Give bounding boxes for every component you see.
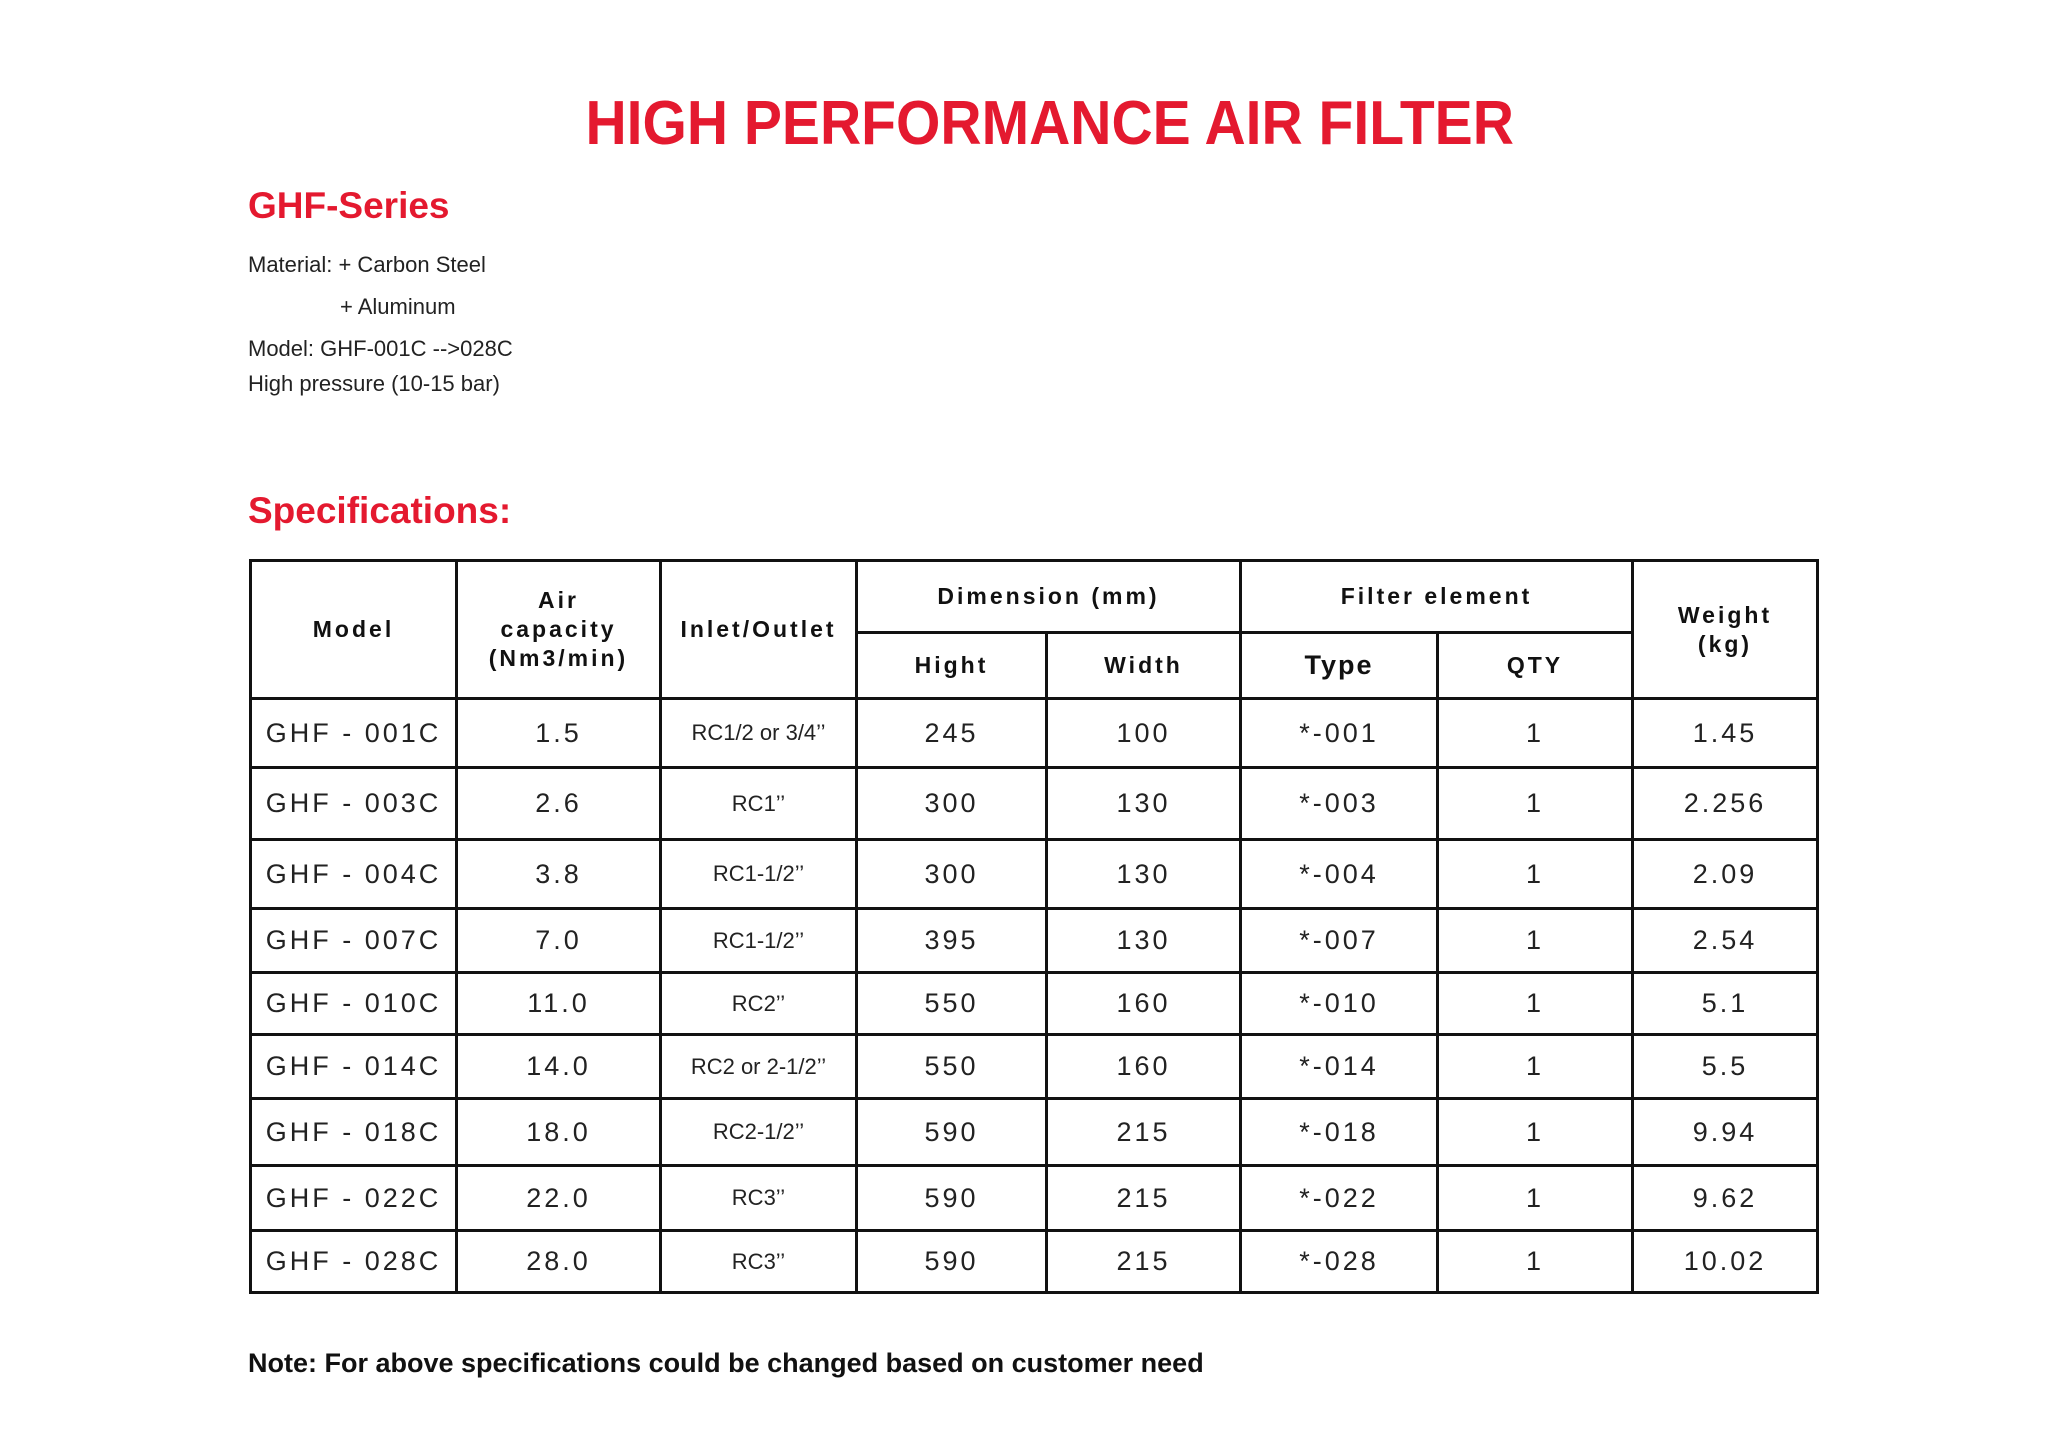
cell-type: *-018 [1241, 1099, 1438, 1166]
cell-inlet-outlet: RC1-1/2’’ [661, 909, 857, 973]
cell-inlet-outlet: RC3’’ [661, 1166, 857, 1231]
cell-width: 160 [1047, 973, 1241, 1035]
cell-weight: 10.02 [1633, 1231, 1818, 1293]
cell-inlet-outlet: RC2 or 2-1/2’’ [661, 1035, 857, 1099]
cell-qty: 1 [1438, 1035, 1633, 1099]
cell-weight: 9.62 [1633, 1166, 1818, 1231]
cell-qty: 1 [1438, 973, 1633, 1035]
cell-type: *-003 [1241, 768, 1438, 840]
cell-weight: 2.256 [1633, 768, 1818, 840]
cell-qty: 1 [1438, 1099, 1633, 1166]
cell-inlet-outlet: RC1-1/2’’ [661, 840, 857, 909]
page-title: HIGH PERFORMANCE AIR FILTER [585, 89, 1514, 158]
pressure-line: High pressure (10-15 bar) [248, 371, 500, 396]
cell-hight: 245 [857, 699, 1047, 768]
cell-width: 130 [1047, 768, 1241, 840]
material-line-2: + Aluminum [340, 294, 456, 319]
cell-model: GHF - 007C [251, 909, 457, 973]
cell-inlet-outlet: RC1/2 or 3/4’’ [661, 699, 857, 768]
cell-qty: 1 [1438, 909, 1633, 973]
cell-air-capacity: 1.5 [457, 699, 661, 768]
cell-inlet-outlet: RC2-1/2’’ [661, 1099, 857, 1166]
cell-inlet-outlet: RC3’’ [661, 1231, 857, 1293]
cell-model: GHF - 028C [251, 1231, 457, 1293]
table-row [251, 699, 1818, 768]
cell-model: GHF - 010C [251, 973, 457, 1035]
specifications-title: Specifications: [248, 490, 512, 531]
cell-weight: 5.5 [1633, 1035, 1818, 1099]
header-inlet-outlet: Inlet/Outlet [661, 561, 857, 699]
cell-type: *-001 [1241, 699, 1438, 768]
cell-type: *-007 [1241, 909, 1438, 973]
table-row [251, 973, 1818, 1035]
cell-weight: 2.54 [1633, 909, 1818, 973]
cell-model: GHF - 001C [251, 699, 457, 768]
cell-model: GHF - 003C [251, 768, 457, 840]
cell-width: 215 [1047, 1099, 1241, 1166]
table-row [251, 1035, 1818, 1099]
header-type: Type [1241, 633, 1438, 699]
cell-type: *-004 [1241, 840, 1438, 909]
cell-air-capacity: 18.0 [457, 1099, 661, 1166]
cell-width: 160 [1047, 1035, 1241, 1099]
cell-width: 215 [1047, 1231, 1241, 1293]
cell-qty: 1 [1438, 768, 1633, 840]
cell-model: GHF - 014C [251, 1035, 457, 1099]
cell-width: 100 [1047, 699, 1241, 768]
cell-hight: 550 [857, 973, 1047, 1035]
cell-qty: 1 [1438, 1166, 1633, 1231]
cell-inlet-outlet: RC2’’ [661, 973, 857, 1035]
cell-weight: 1.45 [1633, 699, 1818, 768]
cell-model: GHF - 022C [251, 1166, 457, 1231]
cell-air-capacity: 3.8 [457, 840, 661, 909]
cell-type: *-010 [1241, 973, 1438, 1035]
table-row [251, 909, 1818, 973]
cell-qty: 1 [1438, 840, 1633, 909]
table-row [251, 768, 1818, 840]
series-title: GHF-Series [248, 185, 450, 226]
table-row [251, 1099, 1818, 1166]
cell-type: *-022 [1241, 1166, 1438, 1231]
table-row [251, 1166, 1818, 1231]
cell-type: *-014 [1241, 1035, 1438, 1099]
cell-qty: 1 [1438, 699, 1633, 768]
cell-hight: 300 [857, 768, 1047, 840]
cell-width: 215 [1047, 1166, 1241, 1231]
table-row [251, 1231, 1818, 1293]
cell-width: 130 [1047, 840, 1241, 909]
cell-weight: 9.94 [1633, 1099, 1818, 1166]
footnote: Note: For above specifications could be changed based on customer need [248, 1348, 1204, 1378]
cell-type: *-028 [1241, 1231, 1438, 1293]
cell-hight: 550 [857, 1035, 1047, 1099]
cell-hight: 395 [857, 909, 1047, 973]
specifications-table [249, 559, 1819, 1294]
cell-hight: 590 [857, 1099, 1047, 1166]
cell-weight: 5.1 [1633, 973, 1818, 1035]
header-qty: QTY [1438, 633, 1633, 699]
header-air-capacity: Air capacity (Nm3/min) [457, 561, 661, 699]
cell-hight: 590 [857, 1166, 1047, 1231]
cell-width: 130 [1047, 909, 1241, 973]
cell-air-capacity: 11.0 [457, 973, 661, 1035]
cell-qty: 1 [1438, 1231, 1633, 1293]
header-dimension: Dimension (mm) [857, 561, 1241, 633]
material-line: Material: + Carbon Steel [248, 252, 486, 277]
cell-hight: 590 [857, 1231, 1047, 1293]
cell-air-capacity: 28.0 [457, 1231, 661, 1293]
cell-inlet-outlet: RC1’’ [661, 768, 857, 840]
cell-air-capacity: 22.0 [457, 1166, 661, 1231]
header-width: Width [1047, 633, 1241, 699]
cell-model: GHF - 004C [251, 840, 457, 909]
cell-air-capacity: 7.0 [457, 909, 661, 973]
model-range-line: Model: GHF-001C -->028C [248, 336, 513, 361]
header-weight: Weight (kg) [1633, 561, 1818, 699]
cell-model: GHF - 018C [251, 1099, 457, 1166]
table-row [251, 840, 1818, 909]
cell-hight: 300 [857, 840, 1047, 909]
header-model: Model [251, 561, 457, 699]
header-filter-element: Filter element [1241, 561, 1633, 633]
cell-weight: 2.09 [1633, 840, 1818, 909]
cell-air-capacity: 14.0 [457, 1035, 661, 1099]
header-hight: Hight [857, 633, 1047, 699]
cell-air-capacity: 2.6 [457, 768, 661, 840]
